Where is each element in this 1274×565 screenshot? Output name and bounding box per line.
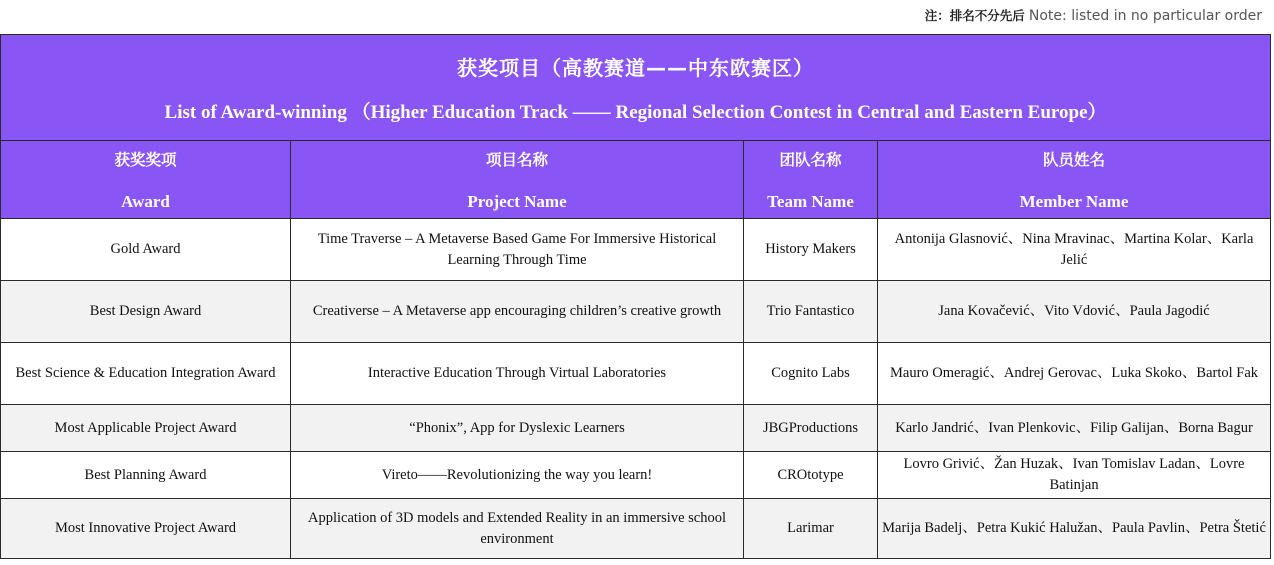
project-cell: Vireto——Revolutionizing the way you learn!: [291, 452, 744, 499]
table-title: [1, 35, 1271, 141]
project-cell: Application of 3D models and Extended Reality in an immersive school environment: [291, 499, 744, 559]
team-cell: Trio Fantastico: [744, 281, 878, 343]
ranking-note-en: Note: listed in no particular order: [1028, 8, 1262, 24]
table-row: [1, 281, 1271, 343]
header-award: [1, 141, 291, 219]
members-cell: Jana Kovačević、Vito Vdović、Paula Jagodić: [878, 281, 1271, 343]
team-cell: Cognito Labs: [744, 343, 878, 405]
award-cell: Most Innovative Project Award: [1, 499, 291, 559]
award-cell: Best Planning Award: [1, 452, 291, 499]
header-project: [291, 141, 744, 219]
table-row: [1, 452, 1271, 499]
table-row: [1, 219, 1271, 281]
members-cell: Karlo Jandrić、Ivan Plenkovic、Filip Galijan、Borna Bagur: [878, 405, 1271, 452]
header-members-zh: 队员姓名: [1043, 150, 1106, 169]
team-cell: Larimar: [744, 499, 878, 559]
ranking-note-zh: 注：排名不分先后: [924, 8, 1025, 23]
award-cell: Best Design Award: [1, 281, 291, 343]
members-cell: Mauro Omeragić、Andrej Gerovac、Luka Skoko、Bartol Fak: [878, 343, 1271, 405]
project-cell: “Phonix”, App for Dyslexic Learners: [291, 405, 744, 452]
award-cell: Gold Award: [1, 219, 291, 281]
header-members-en: Member Name: [1019, 191, 1129, 211]
table-title-zh: 获奖项目（高教赛道——中东欧赛区）: [457, 55, 815, 80]
table-row: [1, 499, 1271, 559]
members-cell: Marija Badelj、Petra Kukić Halužan、Paula Pavlin、Petra Štetić: [878, 499, 1271, 559]
team-cell: JBGProductions: [744, 405, 878, 452]
project-cell: Creativerse – A Metaverse app encouraging children’s creative growth: [291, 281, 744, 343]
header-team-en: Team Name: [767, 191, 854, 211]
project-cell: Time Traverse – A Metaverse Based Game For Immersive Historical Learning Through Time: [291, 219, 744, 281]
award-cell: Best Science & Education Integration Award: [1, 343, 291, 405]
header-project-en: Project Name: [467, 191, 567, 211]
award-cell: Most Applicable Project Award: [1, 405, 291, 452]
award-table: [0, 34, 1271, 559]
header-project-zh: 项目名称: [485, 150, 548, 169]
members-cell: Antonija Glasnović、Nina Mravinac、Martina Kolar、Karla Jelić: [878, 219, 1271, 281]
header-row: [1, 141, 1271, 219]
header-team-zh: 团队名称: [779, 150, 842, 169]
ranking-note: [925, 6, 1262, 24]
members-cell: Lovro Grivić、Žan Huzak、Ivan Tomislav Ladan、Lovre Batinjan: [878, 452, 1271, 499]
header-award-zh: 获奖奖项: [114, 150, 177, 169]
table-row: [1, 343, 1271, 405]
header-award-en: Award: [121, 191, 170, 211]
table-title-en: List of Award-winning （Higher Education Track —— Regional Selection Contest in Central and Eastern Europe）: [164, 101, 1107, 123]
header-members: [878, 141, 1271, 219]
header-team: [744, 141, 878, 219]
team-cell: History Makers: [744, 219, 878, 281]
team-cell: CROtotype: [744, 452, 878, 499]
table-row: [1, 405, 1271, 452]
project-cell: Interactive Education Through Virtual Laboratories: [291, 343, 744, 405]
title-row: [1, 35, 1271, 141]
